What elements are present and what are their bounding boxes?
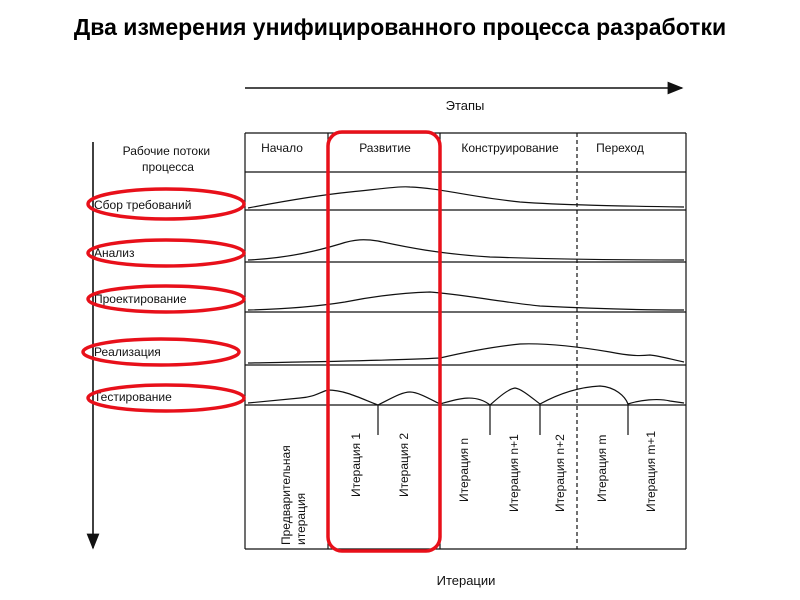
workflow-label-design: Проектирование xyxy=(94,292,187,306)
iteration-label-preliminary-line-1: Предварительная xyxy=(279,445,293,545)
slide-title: Два измерения унифицированного процесса разработки xyxy=(73,14,727,40)
iteration-label-n: Итерация n xyxy=(457,437,471,502)
workflows-header-line-1: Рабочие потоки xyxy=(122,144,211,158)
phase-label-inception: Начало xyxy=(261,141,303,155)
iteration-label-1: Итерация 1 xyxy=(349,432,363,497)
curve-implementation xyxy=(248,344,684,363)
iteration-label-2: Итерация 2 xyxy=(397,432,411,497)
iteration-label-preliminary-line-2: итерация xyxy=(294,492,308,545)
phase-label-construction: Конструирование xyxy=(461,141,559,155)
iteration-label-n-plus-1: Итерация n+1 xyxy=(507,434,521,512)
curve-analysis xyxy=(248,240,684,260)
iteration-label-n-plus-2: Итерация n+2 xyxy=(553,434,567,512)
iteration-label-preliminary xyxy=(279,442,308,545)
workflow-label-implementation: Реализация xyxy=(94,345,161,359)
curve-requirements xyxy=(248,187,684,208)
phase-label-elaboration: Развитие xyxy=(359,141,411,155)
iterations-axis-label: Итерации xyxy=(436,573,496,588)
curve-testing xyxy=(248,386,684,405)
highlights xyxy=(83,132,440,551)
iteration-label-m: Итерация m xyxy=(595,434,609,502)
workflow-label-testing: Тестирование xyxy=(94,390,172,404)
phases-axis-label: Этапы xyxy=(445,98,485,113)
highlight-elaboration-column xyxy=(328,132,440,551)
workflows-header xyxy=(123,144,214,174)
curve-design xyxy=(248,292,684,310)
iteration-label-m-plus-1: Итерация m+1 xyxy=(644,430,658,512)
workflow-label-analysis: Анализ xyxy=(94,246,135,260)
workflow-label-requirements: Сбор требований xyxy=(94,198,192,212)
workflow-curves xyxy=(248,187,684,405)
phase-label-transition: Переход xyxy=(596,141,644,155)
workflows-header-line-2: процесса xyxy=(142,160,194,174)
